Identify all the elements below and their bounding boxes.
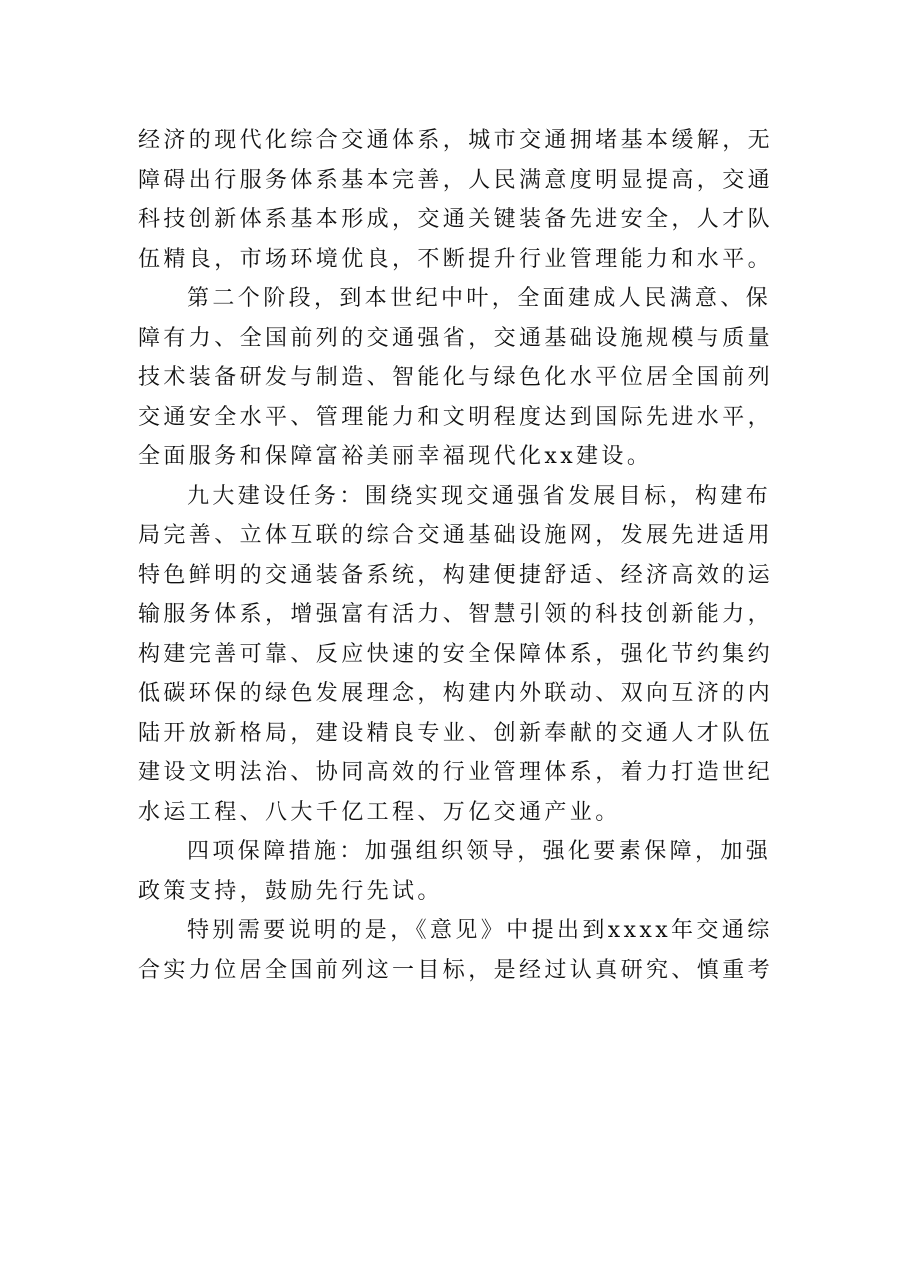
- text-line: 科技创新体系基本形成，交通关键装备先进安全，人才队: [138, 207, 774, 232]
- paragraph-first-line: 第二个阶段，到本世纪中叶，全面建成人民满意、保: [187, 286, 772, 311]
- text-line: 交通安全水平、管理能力和文明程度达到国际先进水平，: [138, 404, 774, 430]
- text-line: 建设文明法治、协同高效的行业管理体系，着力打造世纪: [138, 760, 774, 785]
- text-line: 政策支持，鼓励先行先试。: [138, 878, 443, 904]
- text-line: 障有力、全国前列的交通强省，交通基础设施规模与质量: [138, 325, 774, 351]
- text-line: 局完善、立体互联的综合交通基础设施网，发展先进适用: [138, 523, 774, 548]
- text-line: 水运工程、八大千亿工程、万亿交通产业。: [138, 799, 621, 825]
- text-line: 陆开放新格局，建设精良专业、创新奉献的交通人才队伍: [138, 720, 774, 746]
- text-line: 经济的现代化综合交通体系，城市交通拥堵基本缓解，无: [138, 128, 774, 153]
- paragraph-first-line: 特别需要说明的是，《意见》中提出到xxxx年交通综: [187, 918, 773, 943]
- text-line: 特色鲜明的交通装备系统，构建便捷舒适、经济高效的运: [138, 562, 774, 588]
- text-line: 低碳环保的绿色发展理念，构建内外联动、双向互济的内: [138, 681, 774, 706]
- paragraph-first-line: 四项保障措施：加强组织领导，强化要素保障，加强: [187, 839, 772, 864]
- text-line: 构建完善可靠、反应快速的安全保障体系，强化节约集约: [138, 641, 774, 667]
- text-line: 输服务体系，增强富有活力、智慧引领的科技创新能力，: [138, 602, 774, 627]
- body-text: [138, 121, 778, 990]
- paragraph-first-line: 九大建设任务：围绕实现交通强省发展目标，构建布: [187, 483, 772, 509]
- text-line: 合实力位居全国前列这一目标，是经过认真研究、慎重考: [138, 957, 774, 983]
- text-line: 障碍出行服务体系基本完善，人民满意度明显提高，交通: [138, 167, 774, 193]
- text-line: 伍精良，市场环境优良，不断提升行业管理能力和水平。: [138, 246, 774, 272]
- text-line: 全面服务和保障富裕美丽幸福现代化xx建设。: [138, 444, 653, 469]
- text-line: 技术装备研发与制造、智能化与绿色化水平位居全国前列: [138, 365, 774, 390]
